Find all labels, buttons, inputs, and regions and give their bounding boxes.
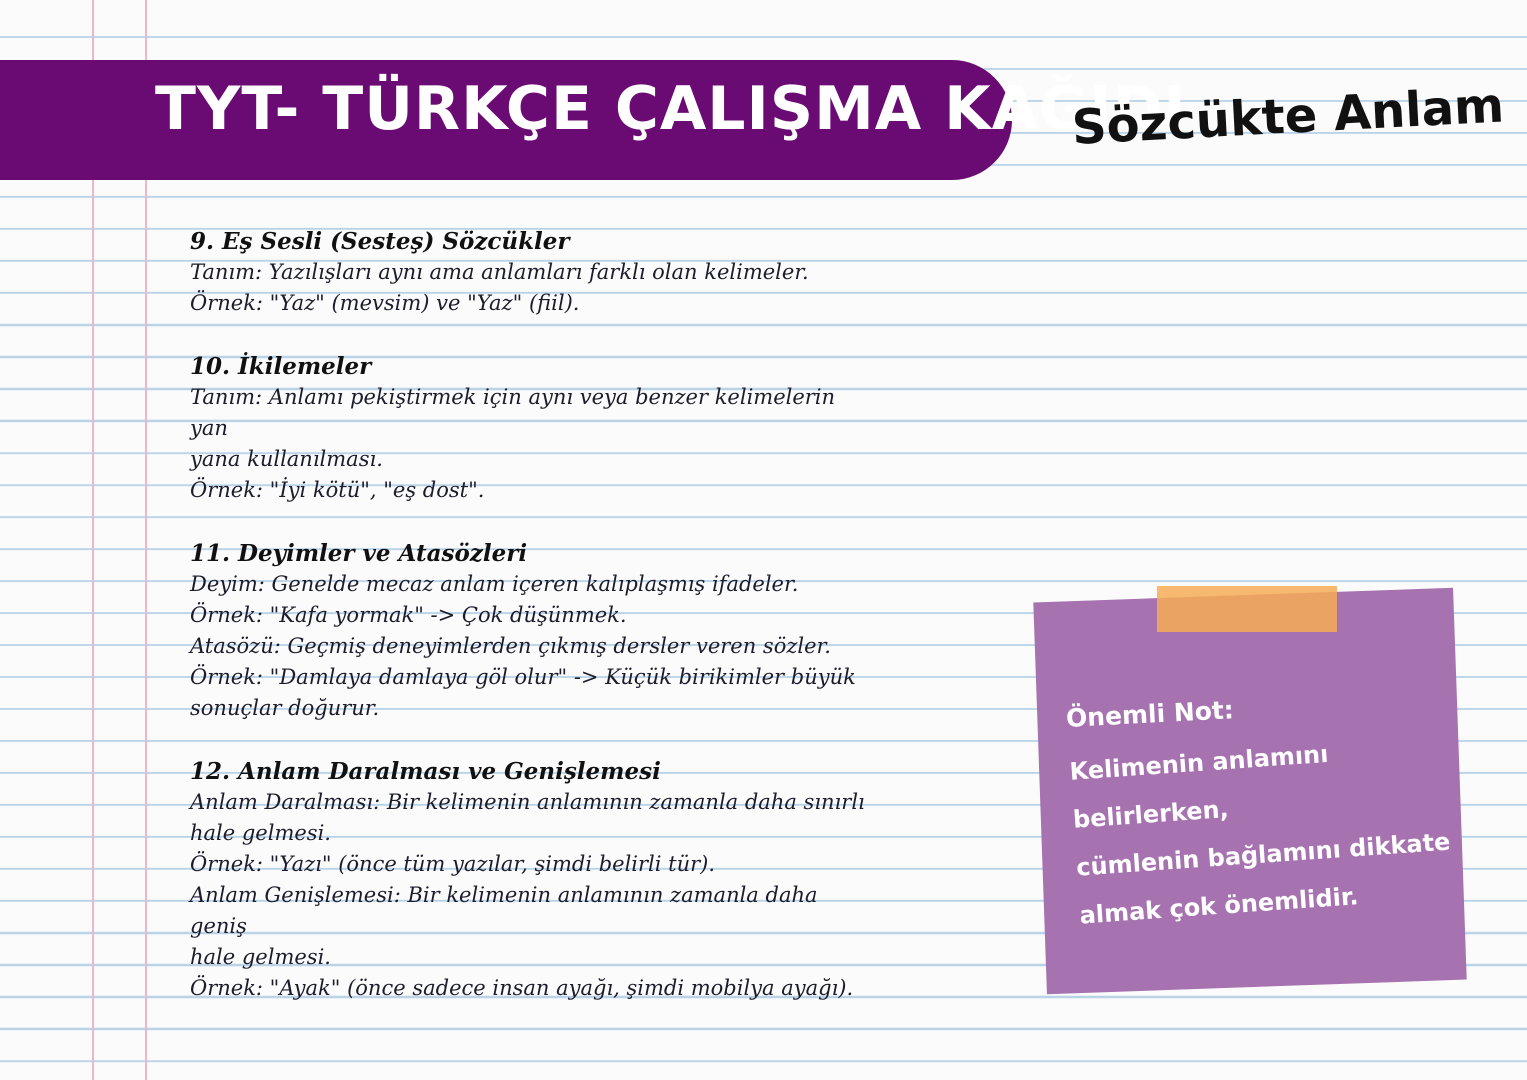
section-line: Örnek: "Yaz" (mevsim) ve "Yaz" (fiil). bbox=[190, 291, 580, 315]
section-homonyms bbox=[190, 226, 870, 319]
page-title: TYT- TÜRKÇE ÇALIŞMA KAĞIDI bbox=[155, 74, 1187, 144]
section-idioms-proverbs bbox=[190, 538, 870, 724]
sticky-tape bbox=[1157, 586, 1337, 632]
section-line: hale gelmesi. bbox=[190, 821, 331, 845]
section-line: Örnek: "Kafa yormak" -> Çok düşünmek. bbox=[190, 603, 627, 627]
section-heading: 11. Deyimler ve Atasözleri bbox=[190, 540, 528, 567]
section-line: sonuçlar doğurur. bbox=[190, 696, 380, 720]
note-line: cümlenin bağlamını dikkate bbox=[1075, 827, 1452, 882]
section-line: yana kullanılması. bbox=[190, 447, 383, 471]
section-heading: 10. İkilemeler bbox=[190, 353, 372, 380]
section-line: Anlam Genişlemesi: Bir kelimenin anlamının zamanla daha geniş bbox=[190, 883, 818, 938]
section-line: hale gelmesi. bbox=[190, 945, 331, 969]
section-line: Örnek: "Ayak" (önce sadece insan ayağı, şimdi mobilya ayağı). bbox=[190, 976, 854, 1000]
note-line: almak çok önemlidir. bbox=[1078, 882, 1360, 930]
section-heading: 12. Anlam Daralması ve Genişlemesi bbox=[190, 758, 661, 785]
section-line: Atasözü: Geçmiş deneyimlerden çıkmış dersler veren sözler. bbox=[190, 634, 831, 658]
section-heading: 9. Eş Sesli (Sesteş) Sözcükler bbox=[190, 228, 570, 255]
note-body bbox=[1068, 720, 1480, 939]
section-line: Anlam Daralması: Bir kelimenin anlamının zamanla daha sınırlı bbox=[190, 790, 865, 814]
section-line: Tanım: Yazılışları aynı ama anlamları farklı olan kelimeler. bbox=[190, 260, 809, 284]
note-line: Kelimenin anlamını belirlerken, bbox=[1068, 739, 1330, 834]
section-line: Örnek: "Yazı" (önce tüm yazılar, şimdi belirli tür). bbox=[190, 852, 716, 876]
note-title: Önemli Not: bbox=[1065, 695, 1235, 733]
content-area bbox=[190, 226, 870, 1036]
section-line: Örnek: "Damlaya damlaya göl olur" -> Küçük birikimler büyük bbox=[190, 665, 856, 689]
section-ikilemeler bbox=[190, 351, 870, 506]
section-line: Tanım: Anlamı pekiştirmek için aynı veya benzer kelimelerin yan bbox=[190, 385, 836, 440]
section-line: Deyim: Genelde mecaz anlam içeren kalıplaşmış ifadeler. bbox=[190, 572, 799, 596]
topic-title: Sözcükte Anlam bbox=[1070, 77, 1506, 156]
section-line: Örnek: "İyi kötü", "eş dost". bbox=[190, 478, 485, 502]
section-meaning-change bbox=[190, 756, 870, 1004]
